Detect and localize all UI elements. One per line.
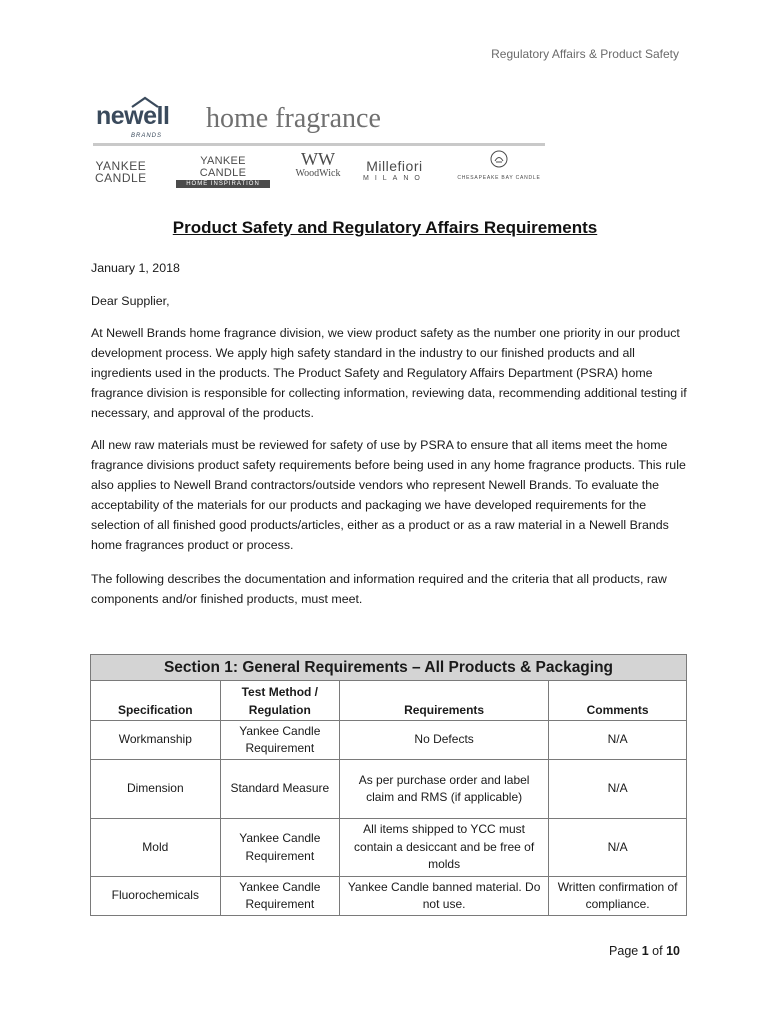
brand-chesapeake [450,150,548,181]
table-cell: Workmanship [91,721,221,760]
millefiori-sub: MILANO [363,175,426,182]
brand-yankee-line2: CANDLE [95,171,147,185]
table-cell: N/A [549,760,687,819]
company-sub: BRANDS [131,133,163,139]
table-cell: Yankee Candle Requirement [220,721,339,760]
brand-woodwick [288,150,348,179]
brand-logos [93,150,548,190]
brand-yankee-home-inspiration [176,155,270,188]
division-name: home fragrance [206,103,381,134]
section-title: Section 1: General Requirements – All Products & Packaging [91,655,687,681]
chesapeake-emblem-icon [490,150,508,168]
body-paragraph: At Newell Brands home fragrance division, we view product safety as the number one priority in our product development process. We apply high safety standard in the industry to our finished products and all ingredients used in the products. The Product Safety and Regulatory Affairs Department (PSRA) home fragrance division is responsible for collecting information, reviewing data, recommending additional testing if necessary, and approval of the products. [91,326,687,420]
page-total: 10 [666,944,680,958]
brand-yankee-candle [95,160,147,184]
brand-yankee-line1: YANKEE [95,159,147,173]
table-cell: Standard Measure [220,760,339,819]
table-cell: Mold [91,819,221,877]
table-cell: Yankee Candle Requirement [220,877,339,916]
woodwick-mark: WW [301,149,335,169]
table-cell: All items shipped to YCC must contain a desiccant and be free of molds [340,819,549,877]
table-cell: N/A [549,721,687,760]
table-cell: No Defects [340,721,549,760]
newell-logo [93,96,548,140]
column-header: Test Method / Regulation [220,681,339,721]
brand-yhi-line2: HOME INSPIRATION [176,180,270,188]
body-paragraph: The following describes the documentation and information required and the criteria that all products, raw components and/or finished products, must meet. [91,572,667,606]
table-cell: N/A [549,819,687,877]
table-cell: Fluorochemicals [91,877,221,916]
body-paragraph: All new raw materials must be reviewed for safety of use by PSRA to ensure that all items meet the home fragrance divisions product safety requirements before being used in any home fragrance products. This rule also applies to Newell Brand contractors/outside vendors who represent Newell Brands. To evaluate the acceptability of the materials for our products and packaging we have developed requirements for the selection of all finished good products/articles, either as a product or as a raw material in a Newell Brands home fragrances product or process. [91,438,686,552]
table-row [91,721,687,760]
page-current: 1 [641,944,649,958]
brand-millefiori [363,158,426,182]
chesapeake-name: CHESAPEAKE BAY CANDLE [457,175,541,181]
header-note: Regulatory Affairs & Product Safety [491,47,679,61]
millefiori-name: Millefiori [366,158,423,174]
page-label: Page [609,944,639,958]
table-cell: As per purchase order and label claim and RMS (if applicable) [340,760,549,819]
table-column-headers [91,681,687,721]
document-date: January 1, 2018 [91,261,180,275]
column-header: Specification [91,681,221,721]
requirements-table [90,654,687,916]
woodwick-name: WoodWick [295,168,341,179]
page-of-label: of [652,944,663,958]
table-cell: Yankee Candle banned material. Do not use. [340,877,549,916]
column-header: Comments [549,681,687,721]
table-cell: Written confirmation of compliance. [549,877,687,916]
company-name: newell [96,102,170,130]
table-section-header [91,655,687,681]
table-row [91,819,687,877]
table-cell: Yankee Candle Requirement [220,819,339,877]
table-row [91,877,687,916]
logo-divider [93,143,545,146]
column-header: Requirements [340,681,549,721]
brand-yhi-line1: YANKEE CANDLE [199,155,247,179]
company-logo-block [93,86,548,190]
page-number [609,944,680,958]
document-title: Product Safety and Regulatory Affairs Requirements [172,218,598,237]
table-row [91,760,687,819]
table-cell: Dimension [91,760,221,819]
salutation: Dear Supplier, [91,294,170,308]
